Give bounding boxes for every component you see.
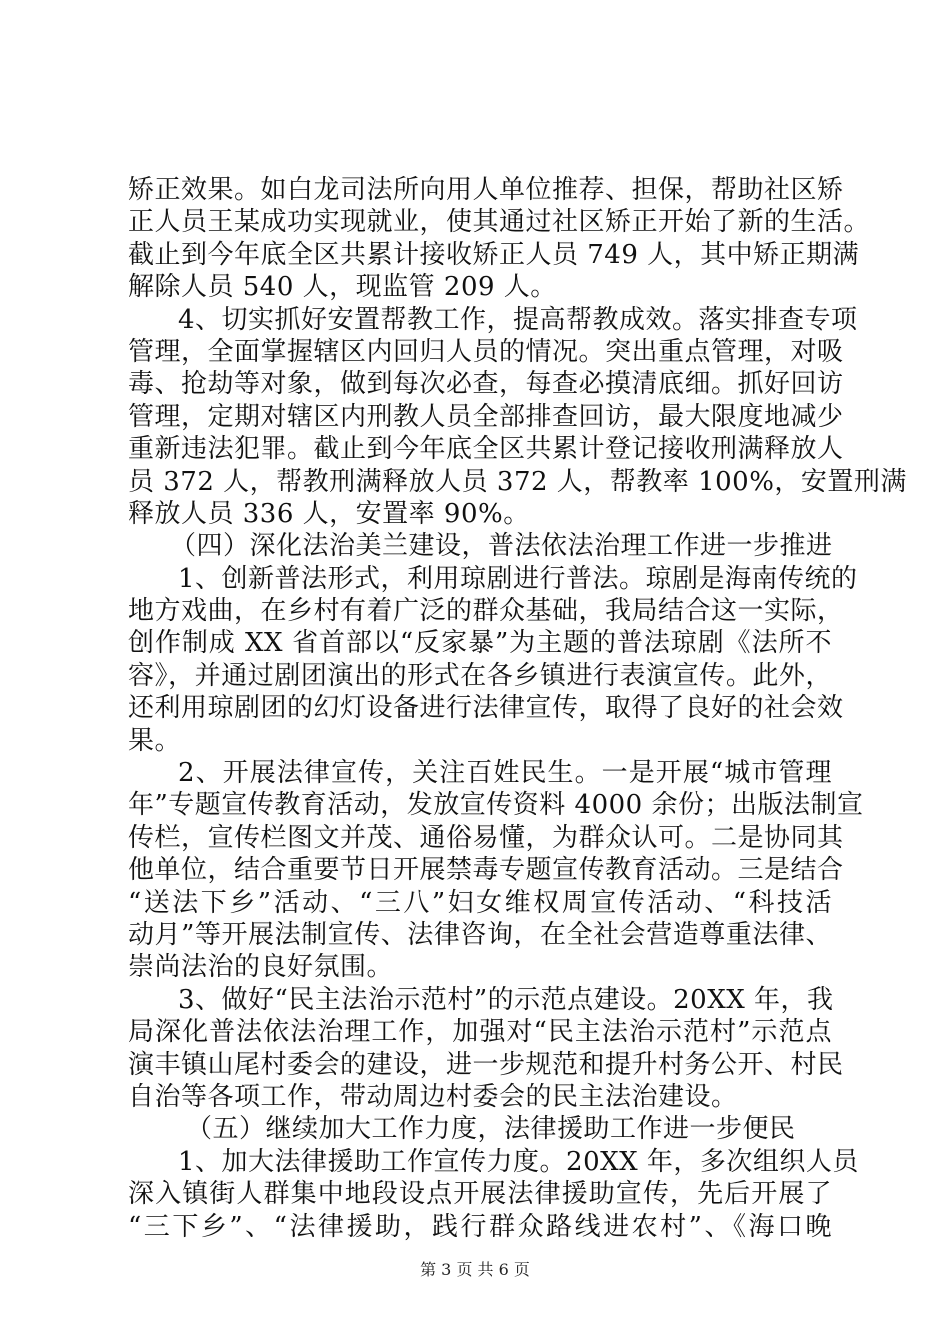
text-line: 果。 <box>128 725 182 756</box>
text-line: 毒、抢劫等对象，做到每次必查，每查必摸清底细。抓好回访 <box>128 369 844 400</box>
text-line: 年”专题宣传教育活动，发放宣传资料 4000 余份；出版法制宣 <box>128 790 864 821</box>
text-line: 崇尚法治的良好氛围。 <box>128 952 394 983</box>
text-line: 还利用琼剧团的幻灯设备进行法律宣传，取得了良好的社会效 <box>128 693 844 724</box>
text-line: 演丰镇山尾村委会的建设，进一步规范和提升村务公开、村民 <box>128 1049 844 1080</box>
text-line: 他单位，结合重要节日开展禁毒专题宣传教育活动。三是结合 <box>128 855 844 886</box>
text-line: 截止到今年底全区共累计接收矫正人员 749 人，其中矫正期满 <box>128 239 860 270</box>
text-line: （五）继续加大工作力度，法律援助工作进一步便民 <box>186 1114 796 1145</box>
text-line: “送法下乡”活动、“三八”妇女维权周宣传活动、“科技活 <box>128 887 832 918</box>
text-line: 员 372 人，帮教刑满释放人员 372 人，帮教率 100%，安置刑满 <box>128 466 907 497</box>
text-line: 地方戏曲，在乡村有着广泛的群众基础，我局结合这一实际， <box>128 596 844 627</box>
text-line: 矫正效果。如白龙司法所向用人单位推荐、担保，帮助社区矫 <box>128 175 844 205</box>
text-line: 容》，并通过剧团演出的形式在各乡镇进行表演宣传。此外， <box>128 660 832 691</box>
text-line: 传栏，宣传栏图文并茂、通俗易懂，为群众认可。二是协同其 <box>128 822 844 853</box>
text-line: （四）深化法治美兰建设，普法依法治理工作进一步推进 <box>170 531 833 562</box>
text-line: “三下乡”、“法律援助，践行群众路线进农村”、《海口晚 <box>128 1211 832 1242</box>
text-line: 创作制成 XX 省首部以“反家暴”为主题的普法琼剧《法所不 <box>128 628 832 659</box>
text-line: 解除人员 540 人，现监管 209 人。 <box>128 272 557 303</box>
text-line: 2、开展法律宣传，关注百姓民生。一是开展“城市管理 <box>178 758 832 789</box>
text-line: 深入镇街人群集中地段设点开展法律援助宣传，先后开展了 <box>128 1179 832 1210</box>
text-line: 正人员王某成功实现就业，使其通过社区矫正开始了新的生活。 <box>128 207 871 238</box>
text-line: 释放人员 336 人，安置率 90%。 <box>128 498 530 529</box>
text-line: 自治等各项工作，带动周边村委会的民主法治建设。 <box>128 1081 738 1112</box>
page-footer: 第 3 页 共 6 页 <box>420 1260 530 1279</box>
text-line: 动月”等开展法制宣传、法律咨询，在全社会营造尊重法律、 <box>128 919 832 950</box>
text-line: 1、加大法律援助工作宣传力度。20XX 年，多次组织人员 <box>178 1146 859 1177</box>
text-line: 管理，定期对辖区内刑教人员全部排查回访，最大限度地减少 <box>128 401 844 432</box>
text-line: 3、做好“民主法治示范村”的示范点建设。20XX 年，我 <box>178 984 834 1015</box>
text-line: 1、创新普法形式，利用琼剧进行普法。琼剧是海南传统的 <box>178 563 858 594</box>
text-line: 重新违法犯罪。截止到今年底全区共累计登记接收刑满释放人 <box>128 434 844 465</box>
text-line: 局深化普法依法治理工作，加强对“民主法治示范村”示范点 <box>128 1017 832 1048</box>
text-line: 4、切实抓好安置帮教工作，提高帮教成效。落实排查专项 <box>178 304 858 335</box>
document-body <box>128 174 907 1243</box>
text-line: 管理，全面掌握辖区内回归人员的情况。突出重点管理，对吸 <box>128 336 844 367</box>
